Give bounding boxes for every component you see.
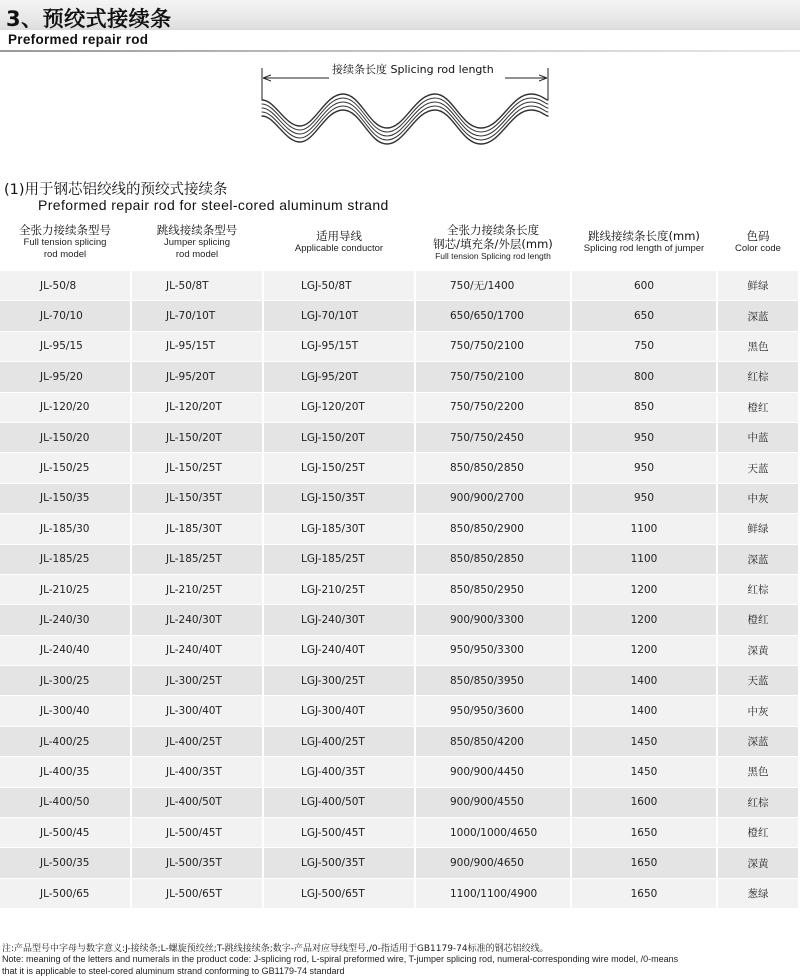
section-title: 3、预绞式接续条 — [6, 7, 172, 31]
cell-full-tension-length: 750/750/2200 — [416, 392, 572, 422]
note-en-line2: that it is applicable to steel-cored aluminum strand conforming to GB1179-74 standard — [2, 966, 345, 976]
header-jumper-model: 跳线接续条型号 Jumper splicing rod model — [132, 214, 264, 270]
cell-jumper-model: JL-150/20T — [132, 422, 264, 452]
cell-jumper-model: JL-70/10T — [132, 300, 264, 330]
cell-full-tension-length: 950/950/3600 — [416, 695, 572, 725]
cell-full-tension-model: JL-500/35 — [0, 847, 132, 877]
cell-jumper-model: JL-500/45T — [132, 817, 264, 847]
cell-full-tension-length: 850/850/3950 — [416, 665, 572, 695]
cell-full-tension-length: 850/850/2850 — [416, 452, 572, 482]
cell-jumper-length: 1100 — [572, 513, 718, 543]
cell-applicable-conductor: LGJ-500/65T — [264, 878, 416, 908]
cell-jumper-model: JL-300/40T — [132, 695, 264, 725]
table-row — [0, 604, 800, 634]
header-color-code: 色码 Color code — [718, 214, 800, 270]
cell-color-code: 红棕 — [718, 574, 800, 604]
cell-jumper-length: 1100 — [572, 544, 718, 574]
cell-color-code: 橙红 — [718, 817, 800, 847]
table-header-row — [0, 214, 800, 270]
cell-applicable-conductor: LGJ-185/30T — [264, 513, 416, 543]
cell-applicable-conductor: LGJ-210/25T — [264, 574, 416, 604]
table-row — [0, 847, 800, 877]
cell-jumper-length: 600 — [572, 270, 718, 300]
cell-jumper-model: JL-500/35T — [132, 847, 264, 877]
cell-full-tension-model: JL-500/45 — [0, 817, 132, 847]
cell-full-tension-model: JL-400/50 — [0, 787, 132, 817]
cell-full-tension-model: JL-95/15 — [0, 331, 132, 361]
header-rule — [0, 50, 800, 52]
table-row — [0, 544, 800, 574]
cell-full-tension-model: JL-300/40 — [0, 695, 132, 725]
cell-full-tension-model: JL-150/25 — [0, 452, 132, 482]
cell-jumper-length: 1200 — [572, 604, 718, 634]
cell-jumper-length: 950 — [572, 452, 718, 482]
cell-full-tension-length: 850/850/2950 — [416, 574, 572, 604]
table-row — [0, 726, 800, 756]
cell-jumper-length: 650 — [572, 300, 718, 330]
cell-full-tension-length: 750/无/1400 — [416, 270, 572, 300]
cell-color-code: 深黄 — [718, 635, 800, 665]
header-jumper-length: 跳线接续条长度(mm) Splicing rod length of jumper — [572, 214, 718, 270]
cell-applicable-conductor: LGJ-300/25T — [264, 665, 416, 695]
cell-applicable-conductor: LGJ-400/50T — [264, 787, 416, 817]
cell-jumper-model: JL-95/15T — [132, 331, 264, 361]
cell-jumper-model: JL-185/30T — [132, 513, 264, 543]
table-row — [0, 665, 800, 695]
cell-color-code: 红棕 — [718, 787, 800, 817]
cell-color-code: 橙红 — [718, 604, 800, 634]
table-row — [0, 270, 800, 300]
cell-jumper-model: JL-300/25T — [132, 665, 264, 695]
cell-full-tension-model: JL-185/30 — [0, 513, 132, 543]
cell-full-tension-length: 1000/1000/4650 — [416, 817, 572, 847]
table-row — [0, 787, 800, 817]
cell-color-code: 深黄 — [718, 847, 800, 877]
cell-applicable-conductor: LGJ-500/45T — [264, 817, 416, 847]
cell-full-tension-length: 900/900/4650 — [416, 847, 572, 877]
cell-jumper-model: JL-400/50T — [132, 787, 264, 817]
table-row — [0, 878, 800, 908]
cell-full-tension-length: 850/850/2850 — [416, 544, 572, 574]
cell-jumper-model: JL-240/30T — [132, 604, 264, 634]
cell-color-code: 鲜绿 — [718, 270, 800, 300]
cell-full-tension-length: 900/900/4550 — [416, 787, 572, 817]
cell-full-tension-model: JL-95/20 — [0, 361, 132, 391]
cell-jumper-model: JL-500/65T — [132, 878, 264, 908]
cell-full-tension-length: 1100/1100/4900 — [416, 878, 572, 908]
cell-applicable-conductor: LGJ-400/35T — [264, 756, 416, 786]
cell-jumper-length: 1400 — [572, 665, 718, 695]
table-row — [0, 635, 800, 665]
cell-jumper-length: 1200 — [572, 635, 718, 665]
cell-jumper-model: JL-210/25T — [132, 574, 264, 604]
cell-full-tension-model: JL-150/35 — [0, 483, 132, 513]
section-subtitle: Preformed repair rod — [8, 32, 149, 47]
cell-applicable-conductor: LGJ-185/25T — [264, 544, 416, 574]
cell-jumper-length: 1650 — [572, 817, 718, 847]
subsection-title-en: Preformed repair rod for steel-cored aluminum strand — [38, 197, 389, 213]
note-cn: 注:产品型号中字母与数字意义:J-接续条;L-螺旋预绞丝;T-跳线接续条;数字-产品对应导线型号,/0-指适用于GB1179-74标准的钢芯铝绞线。 — [2, 944, 549, 954]
cell-color-code: 鲜绿 — [718, 513, 800, 543]
cell-applicable-conductor: LGJ-95/20T — [264, 361, 416, 391]
cell-full-tension-model: JL-400/25 — [0, 726, 132, 756]
cell-color-code: 深蓝 — [718, 726, 800, 756]
cell-full-tension-model: JL-185/25 — [0, 544, 132, 574]
cell-full-tension-model: JL-240/30 — [0, 604, 132, 634]
cell-full-tension-length: 900/900/4450 — [416, 756, 572, 786]
cell-color-code: 深蓝 — [718, 300, 800, 330]
spec-table — [0, 214, 800, 908]
cell-jumper-length: 1400 — [572, 695, 718, 725]
table-row — [0, 331, 800, 361]
cell-applicable-conductor: LGJ-400/25T — [264, 726, 416, 756]
splicing-rod-length-label: 接续条长度 Splicing rod length — [332, 63, 494, 76]
cell-full-tension-length: 850/850/2900 — [416, 513, 572, 543]
cell-applicable-conductor: LGJ-70/10T — [264, 300, 416, 330]
cell-jumper-length: 1650 — [572, 878, 718, 908]
cell-full-tension-model: JL-300/25 — [0, 665, 132, 695]
cell-color-code: 红棕 — [718, 361, 800, 391]
cell-jumper-model: JL-150/25T — [132, 452, 264, 482]
table-row — [0, 483, 800, 513]
header-full-tension-length: 全张力接续条长度 钢芯/填充条/外层(mm) Full tension Splicing rod length — [416, 214, 572, 270]
note-en-line1: Note: meaning of the letters and numerals in the product code: J-splicing rod, L-spiral preformed wire, T-jumper splicing rod, numeral-corresponding wire model, /0-means — [2, 954, 679, 964]
cell-jumper-length: 1450 — [572, 726, 718, 756]
cell-color-code: 葱绿 — [718, 878, 800, 908]
cell-jumper-length: 950 — [572, 483, 718, 513]
cell-applicable-conductor: LGJ-120/20T — [264, 392, 416, 422]
cell-jumper-length: 1650 — [572, 847, 718, 877]
cell-color-code: 黑色 — [718, 331, 800, 361]
cell-full-tension-model: JL-150/20 — [0, 422, 132, 452]
table-row — [0, 452, 800, 482]
table-row — [0, 422, 800, 452]
cell-full-tension-length: 650/650/1700 — [416, 300, 572, 330]
cell-applicable-conductor: LGJ-240/40T — [264, 635, 416, 665]
cell-full-tension-length: 750/750/2100 — [416, 331, 572, 361]
cell-jumper-model: JL-185/25T — [132, 544, 264, 574]
cell-full-tension-model: JL-120/20 — [0, 392, 132, 422]
table-row — [0, 756, 800, 786]
cell-applicable-conductor: LGJ-150/25T — [264, 452, 416, 482]
cell-jumper-length: 750 — [572, 331, 718, 361]
table-row — [0, 300, 800, 330]
cell-full-tension-model: JL-210/25 — [0, 574, 132, 604]
cell-jumper-model: JL-95/20T — [132, 361, 264, 391]
cell-color-code: 中灰 — [718, 695, 800, 725]
table-row — [0, 695, 800, 725]
table-row — [0, 817, 800, 847]
cell-jumper-model: JL-240/40T — [132, 635, 264, 665]
cell-color-code: 中灰 — [718, 483, 800, 513]
cell-full-tension-length: 900/900/3300 — [416, 604, 572, 634]
cell-jumper-model: JL-150/35T — [132, 483, 264, 513]
cell-jumper-length: 950 — [572, 422, 718, 452]
cell-full-tension-model: JL-500/65 — [0, 878, 132, 908]
cell-jumper-model: JL-400/35T — [132, 756, 264, 786]
cell-jumper-length: 1450 — [572, 756, 718, 786]
cell-applicable-conductor: LGJ-50/8T — [264, 270, 416, 300]
cell-jumper-length: 1200 — [572, 574, 718, 604]
subsection-title-cn: (1)用于钢芯铝绞线的预绞式接续条 — [4, 182, 228, 198]
cell-applicable-conductor: LGJ-150/20T — [264, 422, 416, 452]
cell-jumper-model: JL-400/25T — [132, 726, 264, 756]
table-row — [0, 361, 800, 391]
cell-color-code: 中蓝 — [718, 422, 800, 452]
cell-full-tension-model: JL-70/10 — [0, 300, 132, 330]
cell-applicable-conductor: LGJ-95/15T — [264, 331, 416, 361]
cell-full-tension-length: 850/850/4200 — [416, 726, 572, 756]
cell-color-code: 天蓝 — [718, 452, 800, 482]
cell-jumper-length: 1600 — [572, 787, 718, 817]
cell-full-tension-model: JL-240/40 — [0, 635, 132, 665]
cell-jumper-length: 800 — [572, 361, 718, 391]
header-applicable-conductor: 适用导线 Applicable conductor — [264, 214, 416, 270]
cell-jumper-length: 850 — [572, 392, 718, 422]
cell-color-code: 天蓝 — [718, 665, 800, 695]
cell-full-tension-model: JL-400/35 — [0, 756, 132, 786]
cell-applicable-conductor: LGJ-240/30T — [264, 604, 416, 634]
cell-color-code: 黑色 — [718, 756, 800, 786]
cell-full-tension-model: JL-50/8 — [0, 270, 132, 300]
cell-applicable-conductor: LGJ-150/35T — [264, 483, 416, 513]
cell-full-tension-length: 950/950/3300 — [416, 635, 572, 665]
cell-full-tension-length: 750/750/2100 — [416, 361, 572, 391]
cell-applicable-conductor: LGJ-500/35T — [264, 847, 416, 877]
table-body — [0, 270, 800, 908]
header-full-tension-model: 全张力接续条型号 Full tension splicing rod model — [0, 214, 132, 270]
cell-jumper-model: JL-50/8T — [132, 270, 264, 300]
cell-full-tension-length: 750/750/2450 — [416, 422, 572, 452]
table-row — [0, 574, 800, 604]
cell-applicable-conductor: LGJ-300/40T — [264, 695, 416, 725]
table-row — [0, 392, 800, 422]
cell-color-code: 橙红 — [718, 392, 800, 422]
cell-full-tension-length: 900/900/2700 — [416, 483, 572, 513]
table-row — [0, 513, 800, 543]
helical-rod-icon — [262, 94, 548, 144]
cell-color-code: 深蓝 — [718, 544, 800, 574]
cell-jumper-model: JL-120/20T — [132, 392, 264, 422]
